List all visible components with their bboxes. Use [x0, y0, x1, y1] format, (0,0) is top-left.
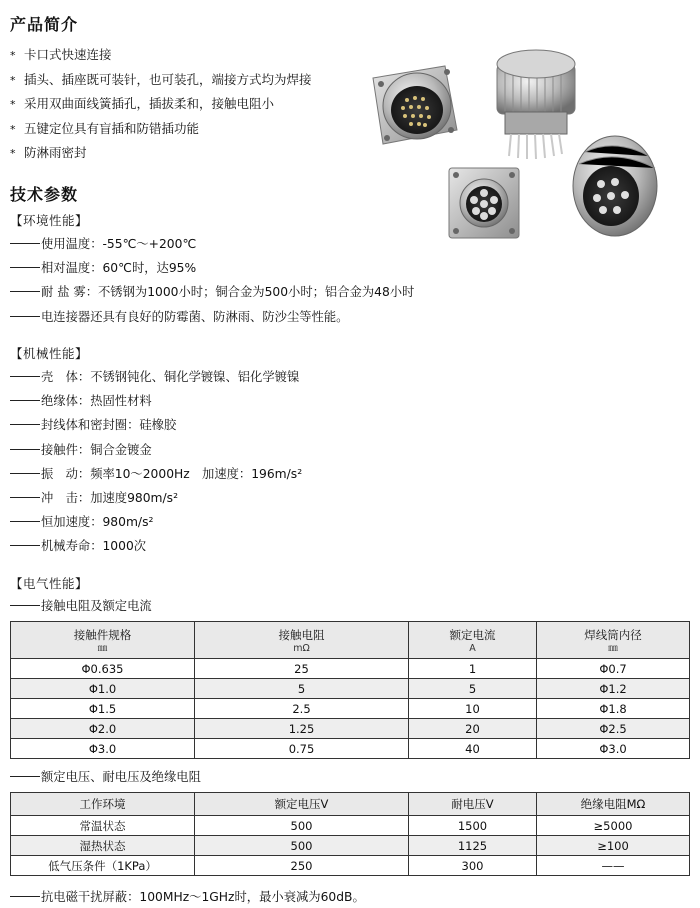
table-cell: 常温状态 — [11, 816, 195, 836]
env-section — [10, 210, 414, 329]
dash-icon — [10, 545, 40, 546]
dash-icon — [10, 316, 40, 317]
dash-icon — [10, 497, 40, 498]
env-item — [10, 280, 414, 304]
table-header-row — [11, 622, 690, 659]
table-cell: ≥5000 — [537, 816, 690, 836]
table-cell: 20 — [409, 719, 537, 739]
dash-icon — [10, 243, 40, 244]
small-square-receptacle — [449, 168, 519, 238]
mech-item-text: 冲 击：加速度980m/s² — [41, 490, 179, 505]
table-cell: 10 — [409, 699, 537, 719]
table-cell: Φ2.5 — [537, 719, 690, 739]
table-row — [11, 659, 690, 679]
mech-item-text: 封线体和密封圈：硅橡胶 — [41, 418, 177, 433]
table-header-cell: 耐电压V — [409, 793, 537, 816]
table-cell: Φ3.0 — [11, 739, 195, 759]
emi-shielding-text: 抗电磁干扰屏蔽：100MHz～1GHz时，最小衰减为60dB。 — [41, 890, 365, 904]
table-row — [11, 719, 690, 739]
table-header-row — [11, 793, 690, 816]
voltage-insulation-table — [10, 792, 690, 876]
table-cell: 250 — [195, 856, 409, 876]
header-label: 接触电阻 — [278, 627, 325, 642]
cylindrical-plug-pins — [497, 50, 575, 159]
table2-title: 额定电压、耐电压及绝缘电阻 — [41, 770, 201, 784]
table-row — [11, 739, 690, 759]
table-row — [11, 816, 690, 836]
table-header-cell: 工作环境 — [11, 793, 195, 816]
feature-item — [10, 117, 312, 142]
table-row — [11, 856, 690, 876]
table-cell: Φ1.2 — [537, 679, 690, 699]
bullet-star-icon: * — [10, 73, 16, 87]
bullet-star-icon: * — [10, 98, 16, 111]
table-header-cell: 绝缘电阻MΩ — [537, 793, 690, 816]
elec-section — [10, 573, 152, 617]
dash-icon — [10, 267, 40, 268]
env-item-text: 耐 盐 雾：不锈钢为1000小时；铜合金为500小时；铝合金为48小时 — [41, 285, 415, 300]
bullet-star-icon: * — [10, 122, 16, 136]
feature-item — [10, 43, 312, 68]
dash-icon — [10, 521, 40, 522]
table-cell: Φ1.0 — [11, 679, 195, 699]
dash-icon — [10, 776, 40, 777]
table-row — [11, 836, 690, 856]
header-unit: A — [469, 642, 476, 654]
feature-text: 五键定位具有盲插和防错插功能 — [24, 120, 200, 136]
mech-item — [10, 534, 302, 558]
table-cell: Φ1.8 — [537, 699, 690, 719]
elec-heading: 【电气性能】 — [10, 576, 89, 591]
dash-icon — [10, 424, 40, 425]
table-header-cell — [195, 622, 409, 659]
emi-shielding-note — [10, 887, 365, 905]
dash-icon — [10, 376, 40, 377]
feature-item — [10, 141, 312, 166]
header-label: 接触件规格 — [73, 627, 132, 642]
header-unit: ㎜ — [97, 642, 108, 654]
table-cell: 0.75 — [195, 739, 409, 759]
feature-text: 采用双曲面线簧插孔，插拔柔和，接触电阻小 — [24, 96, 275, 111]
bullet-star-icon: * — [10, 147, 16, 160]
env-item — [10, 232, 414, 256]
dash-icon — [10, 400, 40, 401]
dash-icon — [10, 896, 40, 897]
table-header-cell — [11, 622, 195, 659]
feature-text: 卡口式快速连接 — [24, 47, 112, 62]
table-cell: 500 — [195, 816, 409, 836]
feature-item — [10, 92, 312, 117]
header-unit: ㎜ — [608, 642, 618, 654]
table2-title-row — [10, 766, 201, 788]
table-cell: 25 — [195, 659, 409, 679]
feature-text: 防淋雨密封 — [24, 145, 87, 160]
table1-title: 接触电阻及额定电流 — [41, 599, 152, 613]
env-item-text: 使用温度：-55℃～+200℃ — [41, 237, 197, 251]
table-header-cell — [537, 622, 690, 659]
mech-item — [10, 389, 302, 413]
tech-title: 技术参数 — [10, 185, 79, 204]
table-cell: 40 — [409, 739, 537, 759]
table-cell: 2.5 — [195, 699, 409, 719]
mech-item — [10, 413, 302, 437]
mech-heading: 【机械性能】 — [10, 346, 89, 361]
table-cell: Φ1.5 — [11, 699, 195, 719]
table-cell: Φ0.635 — [11, 659, 195, 679]
mech-item — [10, 438, 302, 462]
env-item-text: 电连接器还具有良好的防霉菌、防淋雨、防沙尘等性能。 — [41, 309, 349, 324]
feature-text: 插头、插座既可装针，也可装孔，端接方式均为焊接 — [24, 71, 312, 87]
mech-item — [10, 462, 302, 486]
feature-item — [10, 68, 312, 93]
mech-item-text: 振 动：频率10～2000Hz 加速度：196m/s² — [41, 466, 303, 481]
dash-icon — [10, 291, 40, 292]
mech-item — [10, 510, 302, 534]
mech-item — [10, 365, 302, 389]
mech-item-text: 接触件：铜合金镀金 — [41, 442, 152, 457]
env-heading: 【环境性能】 — [10, 213, 89, 228]
env-item-text: 相对温度：60℃时，达95% — [41, 261, 197, 276]
mech-item-text: 壳 体：不锈钢钝化、铜化学镀镍、铝化学镀镍 — [41, 370, 300, 384]
table-cell: 1500 — [409, 816, 537, 836]
bullet-star-icon: * — [10, 49, 16, 62]
dash-icon — [10, 473, 40, 474]
header-unit: mΩ — [293, 642, 310, 654]
plug-large-pins — [573, 136, 657, 236]
mech-section — [10, 343, 302, 559]
square-flange-receptacle — [373, 66, 457, 144]
feature-list — [10, 43, 312, 166]
mech-item-text: 恒加速度：980m/s² — [41, 515, 154, 530]
table-cell: Φ0.7 — [537, 659, 690, 679]
table-row — [11, 699, 690, 719]
intro-title: 产品简介 — [10, 15, 79, 34]
mech-item — [10, 486, 302, 510]
table-cell: 1.25 — [195, 719, 409, 739]
table-cell: 300 — [409, 856, 537, 876]
mech-item-text: 绝缘体：热固性材料 — [41, 394, 152, 409]
header-label: 焊线筒内径 — [584, 627, 642, 642]
table-cell: Φ2.0 — [11, 719, 195, 739]
dash-icon — [10, 449, 40, 450]
contact-resistance-table — [10, 621, 690, 759]
table-cell: —— — [537, 856, 690, 876]
env-item — [10, 256, 414, 280]
table-row — [11, 679, 690, 699]
table-cell: 1 — [409, 659, 537, 679]
table-cell: 5 — [409, 679, 537, 699]
table-cell: Φ3.0 — [537, 739, 690, 759]
table-cell: 500 — [195, 836, 409, 856]
table-header-cell: 额定电压V — [195, 793, 409, 816]
header-label: 额定电流 — [449, 627, 496, 642]
table-header-cell — [409, 622, 537, 659]
table2-title-block — [10, 766, 201, 788]
mech-item-text: 机械寿命：1000次 — [41, 539, 147, 554]
env-item — [10, 305, 414, 329]
table-cell: 1125 — [409, 836, 537, 856]
dash-icon — [10, 605, 40, 606]
table-cell: 5 — [195, 679, 409, 699]
table-cell: ≥100 — [537, 836, 690, 856]
table1-title-row — [10, 595, 152, 617]
table-cell: 湿热状态 — [11, 836, 195, 856]
table-cell: 低气压条件（1KPa） — [11, 856, 195, 876]
